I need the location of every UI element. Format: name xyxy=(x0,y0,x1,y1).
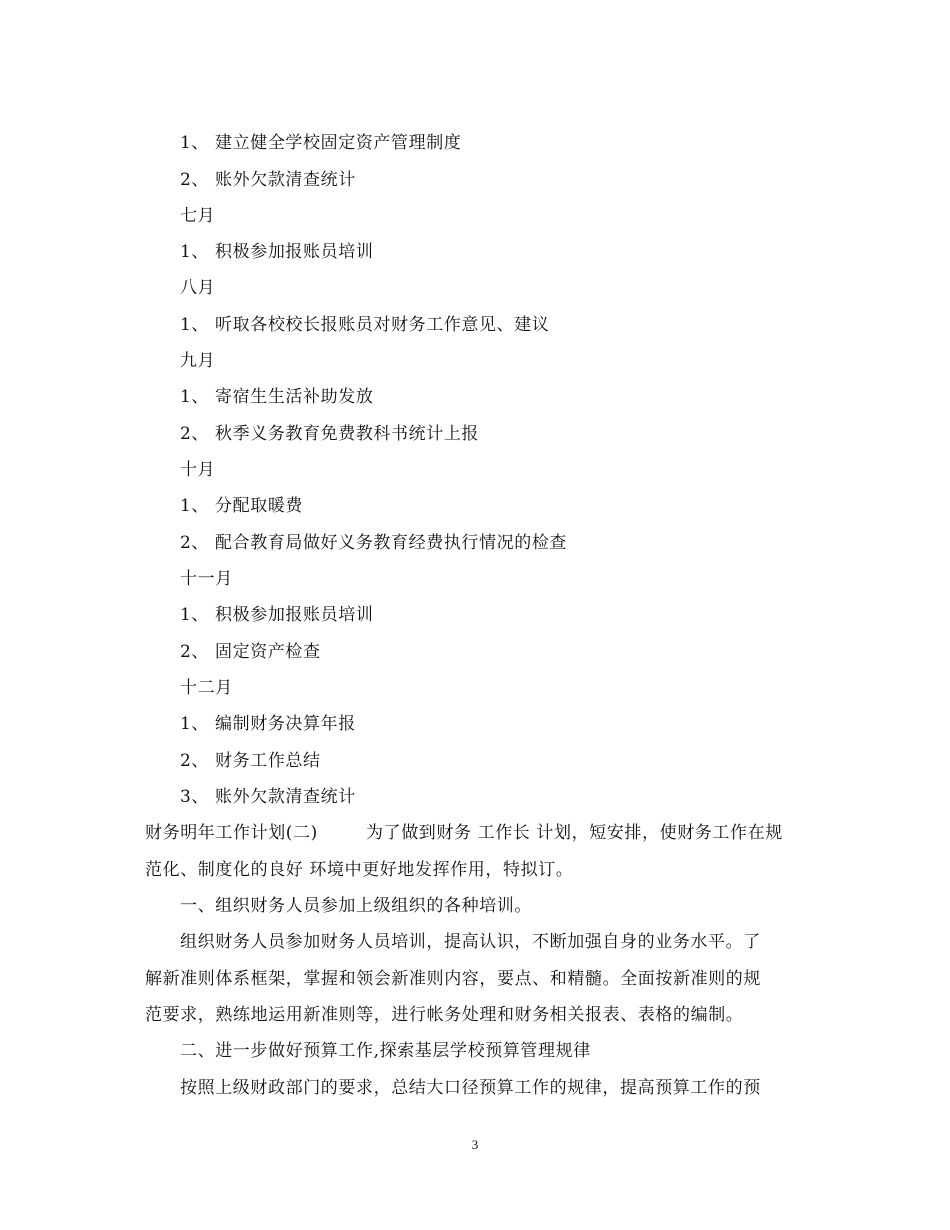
list-item: 1、 听取各校校长报账员对财务工作意见、建议 xyxy=(180,315,550,335)
intro-text: 为了做到财务 工作长 计划，短安排，使财务工作在规 xyxy=(366,823,783,843)
month-heading: 十月 xyxy=(180,460,216,480)
list-item: 1、 积极参加报账员培训 xyxy=(180,242,374,262)
section-heading: 二、进一步做好预算工作,探索基层学校预算管理规律 xyxy=(180,1041,591,1061)
paragraph-line: 解新准则体系框架，掌握和领会新准则内容，要点、和精髓。全面按新准则的规 xyxy=(145,969,761,989)
month-heading: 十一月 xyxy=(180,569,233,589)
section-heading: 一、组织财务人员参加上级组织的各种培训。 xyxy=(180,896,532,916)
page-number: 3 xyxy=(471,1137,479,1152)
paragraph-line: 组织财务人员参加财务人员培训，提高认识，不断加强自身的业务水平。了 xyxy=(180,932,761,952)
list-item: 1、 寄宿生生活补助发放 xyxy=(180,387,374,407)
list-item: 1、 积极参加报账员培训 xyxy=(180,605,374,625)
paragraph-line: 按照上级财政部门的要求，总结大口径预算工作的规律，提高预算工作的预 xyxy=(180,1078,761,1098)
list-item: 2、 配合教育局做好义务教育经费执行情况的检查 xyxy=(180,533,568,553)
list-item: 1、 建立健全学校固定资产管理制度 xyxy=(180,133,462,153)
list-item: 1、 分配取暖费 xyxy=(180,496,304,516)
month-heading: 八月 xyxy=(180,278,216,298)
list-item: 2、 财务工作总结 xyxy=(180,751,321,771)
list-item: 1、 编制财务决算年报 xyxy=(180,714,356,734)
list-item: 3、 账外欠款清查统计 xyxy=(180,787,356,807)
month-heading: 七月 xyxy=(180,206,216,226)
intro-text: 范化、制度化的良好 环境中更好地发挥作用，特拟订。 xyxy=(145,860,574,880)
month-heading: 九月 xyxy=(180,351,216,371)
list-item: 2、 秋季义务教育免费教科书统计上报 xyxy=(180,424,480,444)
paragraph-line: 范要求，熟练地运用新准则等，进行帐务处理和财务相关报表、表格的编制。 xyxy=(145,1005,744,1025)
section-title: 财务明年工作计划(二) xyxy=(145,823,318,843)
list-item: 2、 账外欠款清查统计 xyxy=(180,170,356,190)
list-item: 2、 固定资产检查 xyxy=(180,642,321,662)
month-heading: 十二月 xyxy=(180,678,233,698)
